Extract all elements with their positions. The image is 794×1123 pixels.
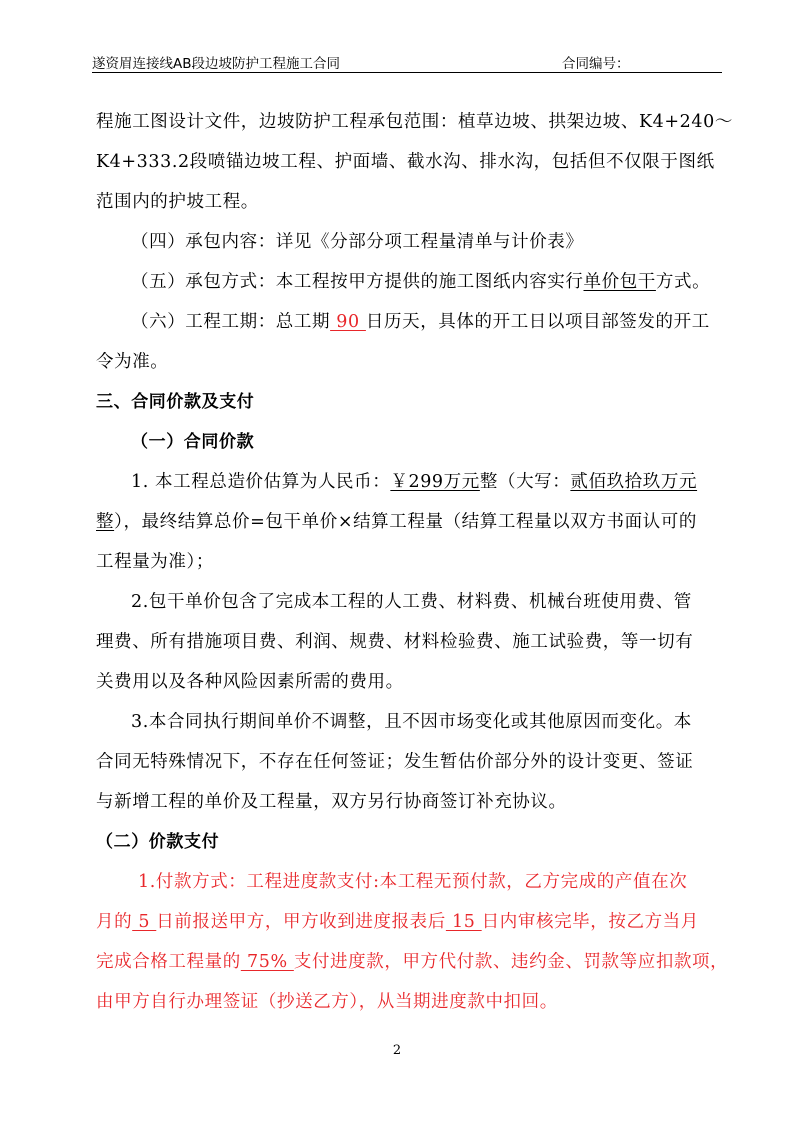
section-heading: 三、合同价款及支付	[96, 392, 255, 412]
payment-paragraph-line: 由甲方自行办理签证（抄送乙方），从当期进度款中扣回。	[96, 992, 558, 1012]
text-segment: 整（大写：	[479, 472, 571, 492]
text-segment: 日内审核完毕，按乙方当月	[481, 912, 699, 932]
text-segment: ），最终结算总价=包干单价×结算工程量（结算工程量以双方书面认可的	[114, 512, 697, 532]
price-adjustment-paragraph-line: 合同无特殊情况下，不存在任何签证；发生暂估价部分外的设计变更、签证	[96, 752, 694, 772]
subsection-heading: （一）合同价款	[131, 432, 255, 452]
subsection-heading: （二）价款支付	[96, 832, 220, 852]
contract-number-label: 合同编号：	[562, 56, 630, 72]
total-amount-words: 贰佰玖拾玖万元	[570, 472, 698, 492]
price-adjustment-paragraph-line: 与新增工程的单价及工程量，双方另行协商签订补充协议。	[96, 792, 567, 812]
text-segment: 日历天，具体的开工日以项目部签发的开工	[365, 312, 710, 332]
text-segment: （五）承包方式：本工程按甲方提供的施工图纸内容实行	[131, 272, 584, 292]
duration-paragraph	[96, 306, 722, 338]
scope-paragraph-line: 范围内的护坡工程。	[96, 192, 259, 212]
unit-price-paragraph-line: 关费用以及各种风险因素所需的费用。	[96, 672, 404, 692]
document-body	[96, 106, 733, 1018]
total-amount: ￥299万元	[390, 472, 480, 492]
duration-paragraph-line: 令为准。	[96, 352, 169, 372]
report-deadline-day: 5	[132, 912, 157, 932]
payment-paragraph-line	[96, 906, 722, 938]
text-segment: 日前报送甲方，甲方收到进度报表后	[156, 912, 446, 932]
unit-price-lump-sum: 单价包干	[583, 272, 656, 292]
scope-paragraph-line: K4+333.2段喷锚边坡工程、护面墙、截水沟、排水沟，包括但不仅限于图纸	[96, 152, 715, 172]
page-header	[92, 50, 722, 73]
payment-paragraph-line: 1.付款方式：工程进度款支付:本工程无预付款，乙方完成的产值在次	[138, 872, 688, 892]
total-price-paragraph	[96, 466, 722, 498]
review-days: 15	[445, 912, 482, 932]
contract-method-paragraph	[96, 266, 722, 298]
price-adjustment-paragraph-line: 3.本合同执行期间单价不调整，且不因市场变化或其他原因而变化。本	[131, 712, 692, 732]
text-segment: 支付进度款，甲方代付款、违约金、罚款等应扣款项，	[293, 952, 729, 972]
header-title: 遂资眉连接线AB段边坡防护工程施工合同	[92, 56, 340, 72]
duration-days: 90	[330, 312, 366, 332]
total-price-paragraph-line: 工程量为准）；	[96, 552, 214, 572]
total-amount-words-end: 整	[96, 512, 115, 532]
text-segment: 月的	[96, 912, 133, 932]
text-segment: 方式。	[655, 272, 711, 292]
scope-paragraph-line: 程施工图设计文件，边坡防护工程承包范围：植草边坡、拱架边坡、K4+240～	[96, 112, 733, 132]
payment-percentage: 75%	[240, 952, 294, 972]
text-segment: （六）工程工期：总工期	[131, 312, 331, 332]
unit-price-paragraph-line: 理费、所有措施项目费、利润、规费、材料检验费、施工试验费，等一切有	[96, 632, 694, 652]
page-number: 2	[392, 1043, 402, 1058]
text-segment: 1. 本工程总造价估算为人民币：	[131, 472, 391, 492]
payment-paragraph-line	[96, 946, 729, 978]
unit-price-paragraph-line: 2.包干单价包含了完成本工程的人工费、材料费、机械台班使用费、管	[131, 592, 692, 612]
text-segment: 完成合格工程量的	[96, 952, 241, 972]
total-price-paragraph-line	[96, 506, 722, 538]
contract-content-paragraph: （四）承包内容：详见《分部分项工程量清单与计价表》	[131, 232, 584, 252]
